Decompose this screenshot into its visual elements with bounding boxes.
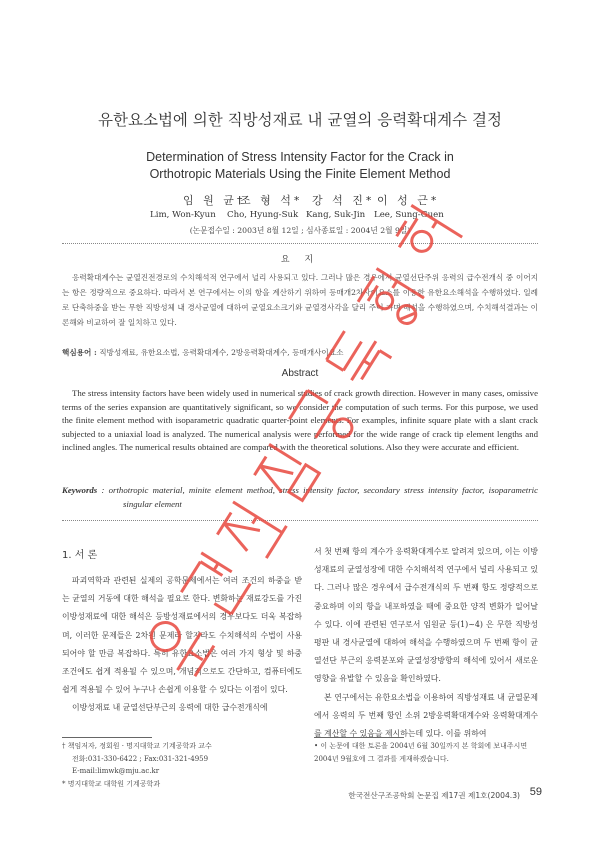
footnote-affiliation: * 명지대학교 대학원 기계공학과: [62, 779, 161, 788]
submission-dates: (논문접수일 : 2003년 8월 12일 ; 심사종료일 : 2004년 2월 9일): [189, 226, 411, 235]
body-column-left: [62, 572, 302, 718]
footnote-discussion-notice: • 이 논문에 대한 토론을 2004년 6월 30일까지 본 학회에 보내주시면 2004년 9월호에 그 결과를 게재하겠습니다.: [314, 742, 528, 763]
section-1-heading: 1. 서 론: [62, 550, 98, 561]
abstract-korean-heading: 요 지: [280, 255, 320, 265]
footnote-corresponding-author: † 책임저자, 정회원 · 명지대학교 기계공학과 교수: [62, 742, 212, 750]
keywords-korean: [62, 345, 538, 360]
page-number: 59: [529, 786, 542, 798]
author-4-korean: 이 성 근*: [377, 194, 440, 207]
author-1-korean: 임 원 균†: [183, 194, 246, 207]
footnote-rule-left: [62, 737, 152, 738]
keywords-korean-text: 직방성재료, 유한요소법, 응력확대계수, 2방응력확대계수, 등매개사이요소: [99, 348, 344, 357]
keywords-english-label: Keywords: [62, 485, 98, 495]
body-left-paragraph-2: 이방성재료 내 균열선단부근의 응력에 대한 급수전개식에: [72, 703, 268, 713]
keywords-english-text: : orthotropic material, minite element method, stress intensity factor, secondary stress intensity factor, isoparametric singular element: [101, 485, 538, 509]
abstract-korean: 응력확대계수는 균열진전경로의 수치해석적 연구에서 널리 사용되고 있다. 그러나 많은 경우에서 균열선단주위 응력의 급수전개식 중 이어지는 항은 정량적으로 중요하다. 따라서 본 연구에서는 이의 항을 계산하기 위하여 등매개2차사이요소를 이용한 유한요소해석을 수행하였다. 일례로 단축하중을 받는 무한 직방성체 내 경사균열에 대하여 균열요소크기와 균열경사각을 달리 주어 가며 해석을 수행하였으며, 수치해석결과는 이론해와 비교하여 잘 일치하고 있다.: [62, 273, 538, 327]
footnote-email: E-mail:limwk@mju.ac.kr: [72, 767, 160, 775]
paper-title-english-line2: Orthotropic Materials Using the Finite Element Method: [149, 167, 451, 181]
paper-title-english-line1: Determination of Stress Intensity Factor for the Crack in: [146, 150, 454, 164]
abstract-english-heading: Abstract: [281, 368, 319, 379]
paper-title-korean: 유한요소법에 의한 직방성재료 내 균열의 응력확대계수 결정: [98, 111, 502, 129]
author-2-english: Cho, Hyung-Suk: [227, 210, 299, 220]
footnote-rule-right: [314, 737, 404, 738]
body-column-right: [314, 543, 538, 743]
keywords-korean-label: 핵심용어 :: [62, 348, 97, 357]
author-4-english: Lee, Sung-Guen: [374, 210, 444, 220]
journal-citation: 한국전산구조공학회 논문집 제17권 제1호(2004.3): [348, 791, 520, 800]
divider-top: [62, 243, 538, 244]
body-left-paragraph-1: 파괴역학과 관련된 실제의 공학문제에서는 여러 조건의 하중을 받는 균열의 거동에 대한 해석을 필요로 한다. 변화하는 재료강도를 가진 이방성재료에 대한 해석은 등방성재료에서의 경우보다도 더욱 복잡하며, 이러한 문제들은 2차원 문제라 할지라도 수치해석의 수법이 사용되어야 할 만큼 복잡하다. 특히 유한요소법은 여러 가지 형상 및 하중조건에도 쉽게 적용될 수 있으며, 개념적으로도 간단하고, 컴퓨터에도 쉽게 적용될 수 있어 누구나 손쉽게 이용할 수 있다는 이점이 있다.: [62, 576, 302, 695]
abstract-english: The stress intensity factors have been widely used in numerical studies of crack growth direction. However in many cases, omissive terms of the series expansion are quantitatively significant, so we consider the computation of such terms. For this purpose, we used the finite element method with isoparametric quadratic quarter-point elements. For examples, infinite square plate with a slant crack subjected to a uniaxial load is analyzed. The numerical analysis were performed for the wide range of crack tip element lengths and inclined angles. The numerical results obtained are compared with the theoretical solutions. Also they were accurate and efficient.: [62, 388, 538, 453]
author-3-korean: 강 석 진*: [312, 194, 375, 207]
author-3-english: Kang, Suk-Jin: [306, 210, 366, 220]
body-right-paragraph-2: 본 연구에서는 유한요소법을 이용하여 직방성재료 내 균열문제에서 응력의 두 번째 항인 소위 2방응력확대계수와 응력확대계수를 계산할 수 있음을 제시하는데 있다. 이를 위하여: [314, 692, 538, 739]
body-right-paragraph-1: 서 첫 번째 항의 계수가 응력확대계수로 알려져 있으며, 이는 이방성재료의 균열성장에 대한 수치해석적 연구에서 널리 사용되고 있다. 그러나 많은 경우에서 급수전개식의 두 번째 항도 정량적으로 중요하며 이의 항을 내포하였을 때에 중요한 양적 변화가 일어날 수 있다. 이에 관련된 연구로서 임원균 등(1)~4) 은 무한 직방성 평판 내 경사균열에 대하여 해석을 수행하였으며 두 번째 항이 균열선단 부근의 응력분포와 균열성장방향의 해석에 있어서 새로운 영향을 유발할 수 있음을 확인하였다.: [314, 547, 538, 684]
footnote-left: [62, 740, 302, 790]
author-2-korean: 조 형 석*: [240, 194, 303, 207]
author-1-english: Lim, Won-Kyun: [150, 210, 216, 220]
keywords-english: [62, 484, 538, 511]
footnote-phone-fax: 전화:031-330-6422 ; Fax:031-321-4959: [72, 754, 209, 763]
divider-bottom: [62, 520, 538, 521]
